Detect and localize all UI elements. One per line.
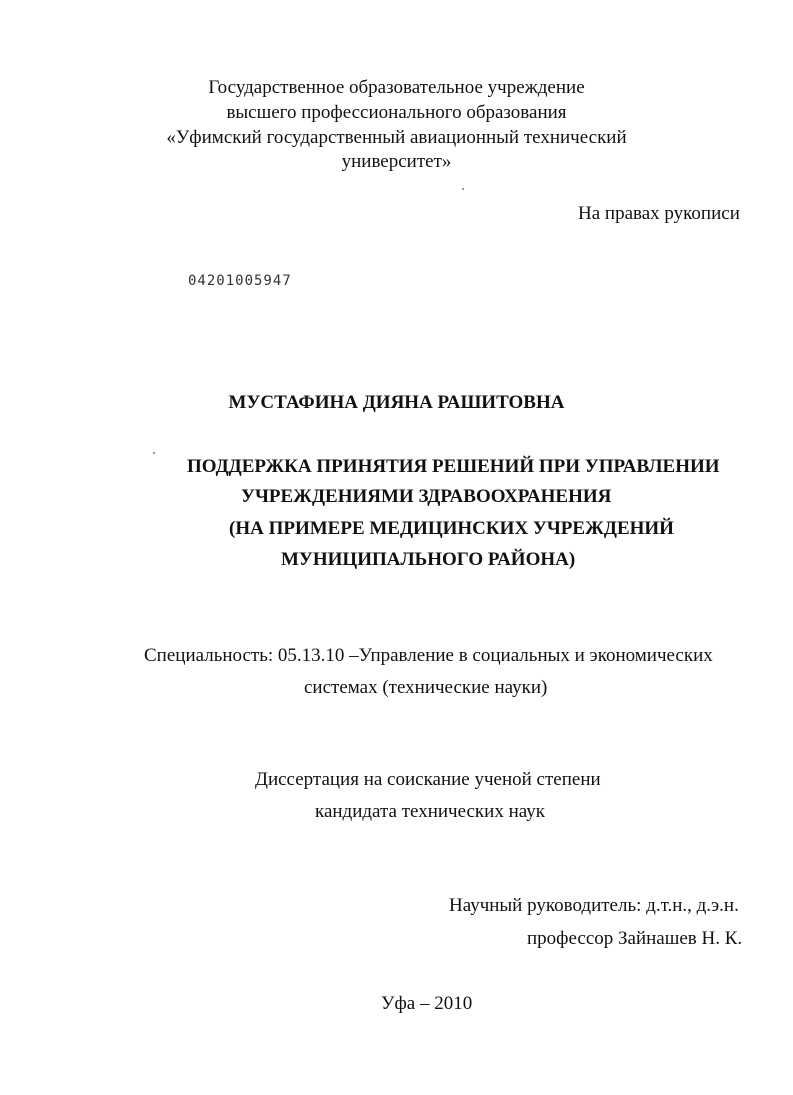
supervisor-line-2: профессор Зайнашев Н. К.	[527, 928, 743, 949]
institution-line-1: Государственное образовательное учреждение	[208, 77, 585, 98]
specialty-line-2: системах (технические науки)	[304, 677, 548, 698]
scan-speck	[153, 452, 155, 454]
institution-line-2: высшего профессионального образования	[226, 102, 567, 123]
specialty-line-1: Специальность: 05.13.10 –Управление в социальных и экономических	[144, 645, 713, 666]
supervisor-line-1: Научный руководитель: д.т.н., д.э.н.	[449, 895, 739, 916]
scan-speck	[462, 188, 464, 190]
thesis-title-line-3: (НА ПРИМЕРЕ МЕДИЦИНСКИХ УЧРЕЖДЕНИЙ	[229, 518, 674, 539]
degree-line-1: Диссертация на соискание ученой степени	[255, 769, 601, 790]
thesis-title-line-4: МУНИЦИПАЛЬНОГО РАЙОНА)	[281, 549, 576, 570]
manuscript-note: На правах рукописи	[578, 203, 740, 224]
thesis-title-line-2: УЧРЕЖДЕНИЯМИ ЗДРАВООХРАНЕНИЯ	[241, 486, 612, 507]
city-year: Уфа – 2010	[381, 993, 473, 1014]
thesis-title-line-1: ПОДДЕРЖКА ПРИНЯТИЯ РЕШЕНИЙ ПРИ УПРАВЛЕНИИ	[187, 456, 720, 477]
degree-line-2: кандидата технических наук	[315, 801, 545, 822]
catalog-number: 04201005947	[188, 273, 292, 289]
author-name: МУСТАФИНА ДИЯНА РАШИТОВНА	[228, 392, 565, 413]
institution-line-4: университет»	[341, 151, 452, 172]
institution-line-3: «Уфимский государственный авиационный технический	[166, 127, 627, 148]
